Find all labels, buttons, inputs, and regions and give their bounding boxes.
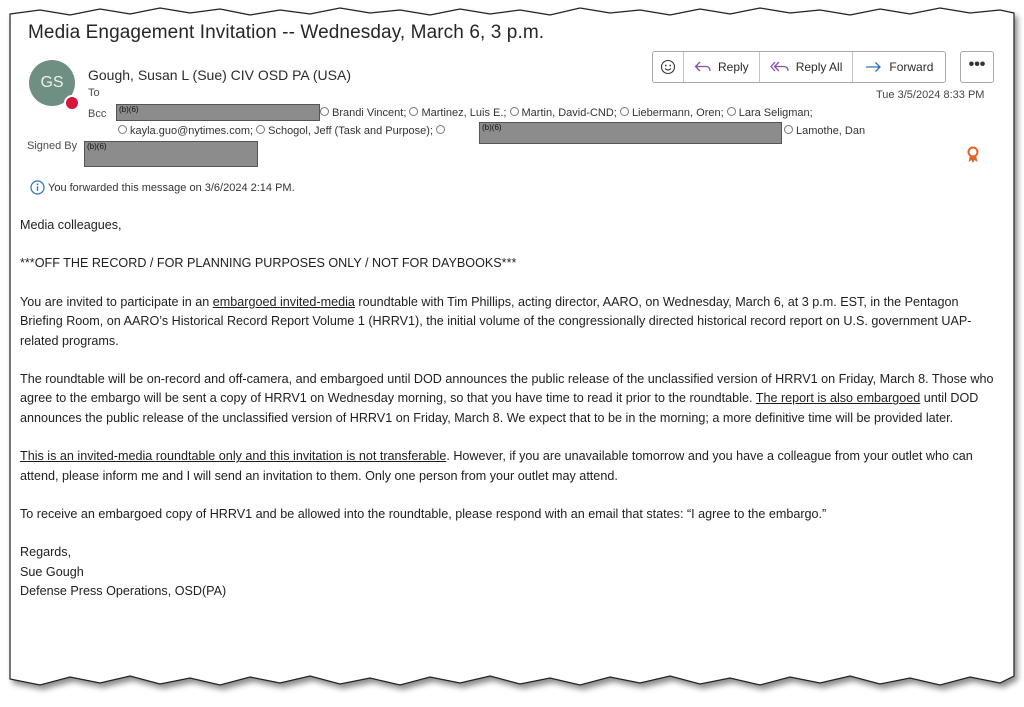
recipient-david-martin[interactable]: Martin, David-CND; (510, 107, 617, 119)
signature-organization: Defense Press Operations, OSD(PA) (20, 584, 227, 599)
forward-label: Forward (889, 60, 934, 74)
presence-circle-icon (784, 125, 793, 134)
closing: Regards, (20, 545, 72, 560)
sender-avatar[interactable]: GS (29, 60, 75, 106)
forward-button[interactable] (853, 52, 945, 82)
paragraph-embargo-terms: The roundtable will be on-record and off-camera, and embargoed until DOD announces the public release of the unclassified version of HRRV1 on Friday, March 8. Those who agree to the embargo will be sent a copy of HRRV1 on Wednesday morning, so that you have time to read it prior to the roundtable. The report is also embargoed until DOD announces the public release of the unclassified version of HRRV1 on Friday, March 8. We expect that to be in the morning; a more definitive time will be provided later. (20, 372, 994, 425)
presence-circle-icon (409, 107, 418, 116)
presence-circle-icon (118, 125, 127, 134)
presence-circle-icon (436, 125, 445, 134)
signature-name: Sue Gough (20, 564, 84, 579)
redaction-marker: (b)(6) (87, 142, 107, 151)
reply-all-label: Reply All (795, 60, 843, 74)
recipient-kayla-guo[interactable]: kayla.guo@nytimes.com; (118, 125, 253, 137)
sender-name[interactable]: Gough, Susan L (Sue) CIV OSD PA (USA) (88, 67, 351, 83)
paragraph-respond-instructions: To receive an embargoed copy of HRRV1 and be allowed into the roundtable, please respond with an email that states: “I agree to the embargo.” (20, 507, 827, 522)
forward-info-bar (30, 180, 295, 195)
recipient-luis-martinez[interactable]: Martinez, Luis E.; (409, 107, 506, 119)
recipient-jeff-schogol[interactable]: Schogol, Jeff (Task and Purpose); (256, 125, 433, 137)
bcc-recipients-line-2 (118, 125, 448, 137)
forward-info-text: You forwarded this message on 3/6/2024 2:14 PM. (48, 181, 295, 194)
presence-circle-icon (320, 107, 329, 116)
forward-arrow-icon (865, 60, 883, 74)
presence-circle-icon (620, 107, 629, 116)
embargo-notice: ***OFF THE RECORD / FOR PLANNING PURPOSES ONLY / NOT FOR DAYBOOKS*** (20, 256, 517, 271)
recipient-lara-seligman[interactable]: Lara Seligman; (727, 107, 813, 119)
reply-label: Reply (718, 60, 749, 74)
info-icon (30, 180, 45, 195)
recipient-oren-liebermann[interactable]: Liebermann, Oren; (620, 107, 724, 119)
greeting: Media colleagues, (20, 218, 122, 232)
redaction-marker: (b)(6) (482, 123, 502, 132)
presence-circle-icon (510, 107, 519, 116)
reply-all-arrow-icon (770, 60, 790, 74)
sent-date: Tue 3/5/2024 8:33 PM (876, 89, 985, 101)
presence-circle-icon (727, 107, 736, 116)
email-subject: Media Engagement Invitation -- Wednesday, March 6, 3 p.m. (28, 22, 545, 43)
paragraph-not-transferable: This is an invited-media roundtable only and this invitation is not transferable. However, if you are unavailable tomorrow and you have a colleague from your outlet who can attend, please inform me and I will send an invitation to them. Only one person from your outlet may attend. (20, 449, 973, 483)
email-body (20, 216, 995, 602)
smiley-icon (660, 59, 676, 75)
redacted-recipient (116, 104, 320, 121)
presence-circle-icon (256, 125, 265, 134)
redacted-recipient (479, 122, 782, 144)
to-label: To (88, 87, 100, 99)
ribbon-award-icon (966, 146, 980, 164)
signed-by-label: Signed By (27, 140, 78, 152)
recipient-brandi-vincent[interactable]: Brandi Vincent; (320, 107, 406, 119)
recipient-dan-lamothe[interactable]: Lamothe, Dan (784, 125, 865, 137)
more-actions-button[interactable]: ••• (960, 51, 994, 83)
reply-all-button[interactable] (760, 52, 854, 82)
bcc-recipients-line-1 (320, 107, 813, 119)
reply-arrow-icon (694, 60, 712, 74)
presence-status-badge (64, 95, 80, 111)
message-action-bar (652, 51, 946, 83)
redacted-signer (84, 141, 258, 167)
paragraph-invitation: You are invited to participate in an embargoed invited-media roundtable with Tim Phillips, acting director, AARO, on Wednesday, March 6, at 3 p.m. EST, in the Pentagon Briefing Room, on AARO’s Historical Record Report Volume 1 (HRRV1), the initial volume of the congressionally directed historical record report on U.S. government UAP-related programs. (20, 294, 972, 348)
bcc-label: Bcc (88, 108, 107, 120)
emoji-reaction-button[interactable] (653, 52, 684, 82)
reply-button[interactable] (684, 52, 760, 82)
redaction-marker: (b)(6) (119, 105, 139, 114)
